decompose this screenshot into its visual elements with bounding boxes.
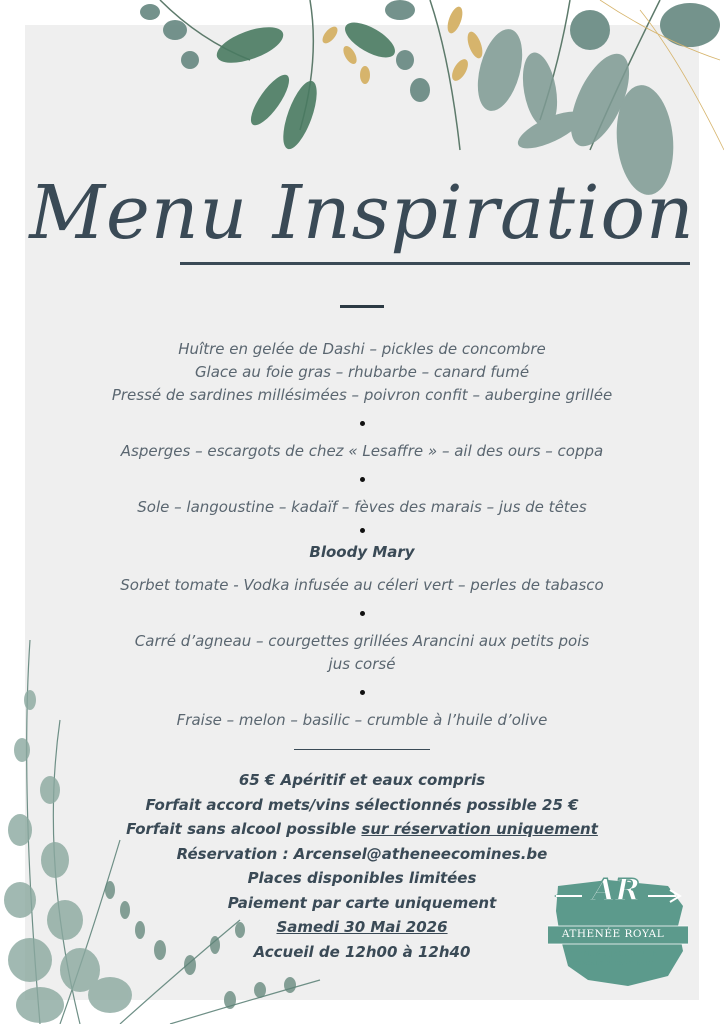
logo-subtitle-2: COMINES-PLOEGSTEERT bbox=[572, 961, 654, 967]
logo-monogram: AR bbox=[591, 873, 641, 908]
course-separator-dot bbox=[0, 597, 724, 630]
cocktail-description: Sorbet tomate - Vodka infusée au céleri vert – perles de tabasco bbox=[120, 576, 604, 594]
price-line: 65 € Apéritif et eaux compris bbox=[238, 771, 486, 789]
reservation-only-note: sur réservation uniquement bbox=[361, 820, 598, 838]
starter-line-1: Huître en gelée de Dashi – pickles de concombre bbox=[178, 340, 546, 358]
reservation-line[interactable]: Réservation : Arcensel@atheneecomines.be bbox=[176, 844, 548, 863]
alcohol-free-line bbox=[0, 817, 724, 842]
course-asperges: Asperges – escargots de chez « Lesaffre » – ail des ours – coppa bbox=[120, 442, 604, 460]
starter-line-3: Pressé de sardines millésimées – poivron confit – aubergine grillée bbox=[111, 386, 613, 404]
wine-pairing-line: Forfait accord mets/vins sélectionnés possible 25 € bbox=[145, 795, 579, 814]
cocktail-name: Bloody Mary bbox=[309, 543, 415, 561]
logo-name: ATHENÉE ROYAL bbox=[561, 928, 665, 940]
places-line: Places disponibles limitées bbox=[247, 869, 477, 887]
menu-title: Menu Inspiration bbox=[29, 170, 695, 256]
logo-subtitle-1: FERNAND JACQUEMIN bbox=[567, 950, 659, 958]
starter-line-2: Glace au foie gras – rhubarbe – canard fumé bbox=[194, 363, 530, 381]
dessert-line: Fraise – melon – basilic – crumble à l’huile d’olive bbox=[176, 711, 548, 729]
payment-line: Paiement par carte uniquement bbox=[227, 893, 497, 912]
course-sole: Sole – langoustine – kadaïf – fèves des marais – jus de têtes bbox=[137, 498, 587, 516]
alcohol-free-text: Forfait sans alcool possible bbox=[126, 820, 362, 838]
course-agneau-line-1: Carré d’agneau – courgettes grillées Arancini aux petits pois bbox=[134, 632, 590, 650]
course-separator-dot bbox=[0, 519, 724, 541]
course-separator-dot bbox=[0, 407, 724, 440]
title-dash bbox=[340, 305, 384, 308]
course-agneau-line-2: jus corsé bbox=[328, 655, 396, 673]
course-separator-dot bbox=[0, 676, 724, 709]
event-date: Samedi 30 Mai 2026 bbox=[276, 918, 448, 936]
section-divider bbox=[294, 749, 430, 750]
menu-courses bbox=[0, 338, 724, 732]
title-underline bbox=[180, 262, 690, 265]
welcome-time: Accueil de 12h00 à 12h40 bbox=[253, 942, 471, 961]
course-separator-dot bbox=[0, 463, 724, 496]
